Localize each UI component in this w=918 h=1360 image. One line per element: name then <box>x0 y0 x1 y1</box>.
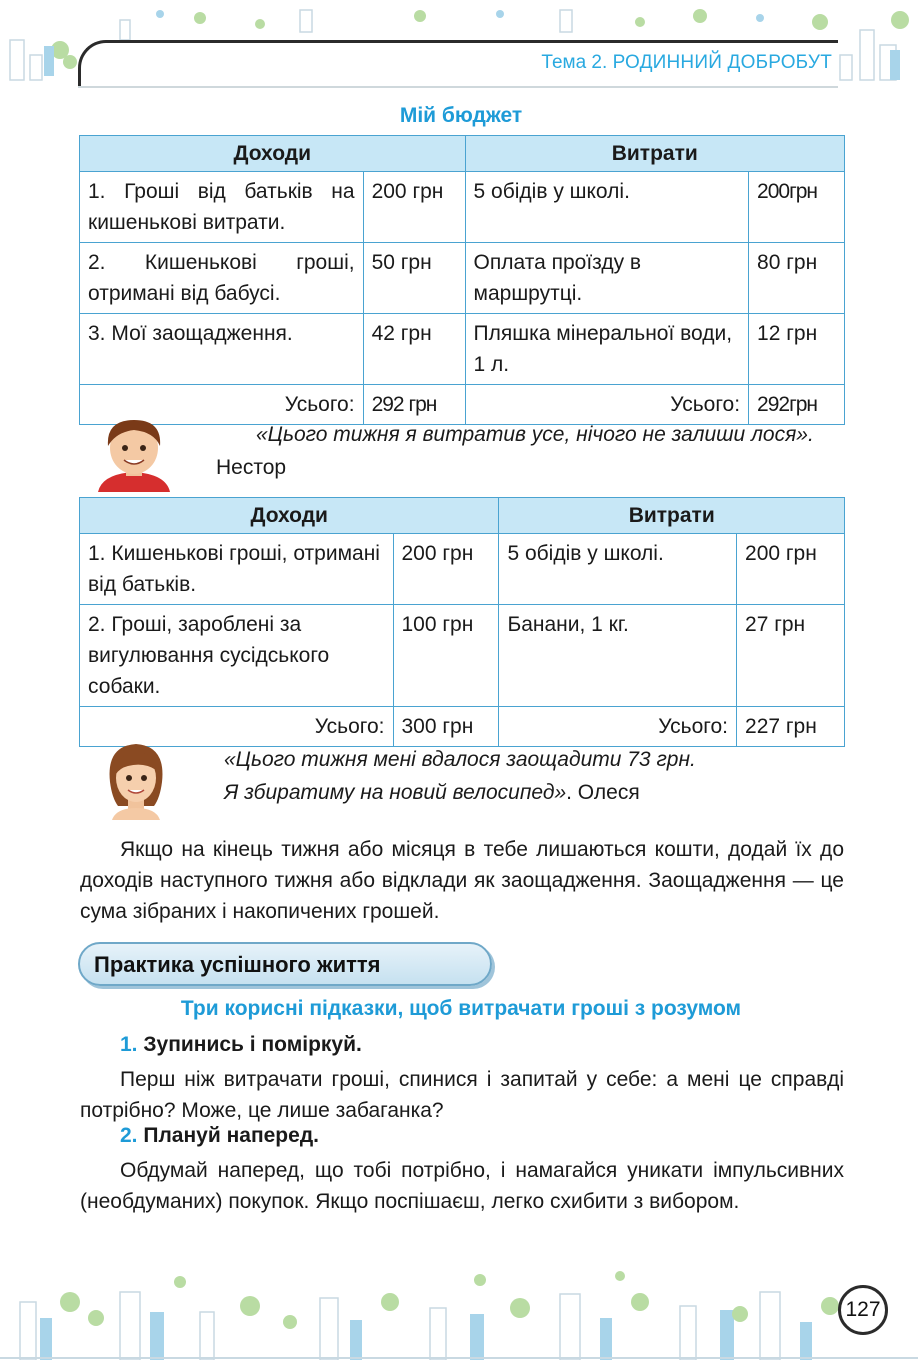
expense-amount-cell: 12 грн <box>749 314 845 385</box>
total-label: Усього: <box>465 385 749 425</box>
expense-cell: Банани, 1 кг. <box>499 605 737 707</box>
girl-avatar <box>98 736 174 820</box>
tip-text: Обдумай наперед, що тобі потрібно, і намагайся уникати імпульсивних (необдуманих) покупок. Якщо поспішаєш, легко схибити з вибором. <box>80 1159 844 1213</box>
table-row <box>80 314 845 385</box>
income-amount-cell: 50 грн <box>363 243 465 314</box>
table-row <box>80 172 845 243</box>
tip-heading <box>120 1033 362 1057</box>
olesia-quote-author: . Олеся <box>566 781 640 804</box>
total-label: Усього: <box>80 707 394 747</box>
income-cell: 1. Кишенькові гроші, отримані від батьків. <box>80 534 394 605</box>
city-decoration-bottom <box>0 1262 918 1360</box>
boy-avatar <box>88 412 180 492</box>
total-label: Усього: <box>499 707 737 747</box>
table-header-row <box>80 498 845 534</box>
topic-title: РОДИННИЙ ДОБРОБУТ <box>612 52 832 73</box>
expense-amount-cell: 200грн <box>749 172 845 243</box>
nestor-quote-text: «Цього тижня я витратив усе, нічого не залиши лося». <box>256 423 814 446</box>
income-amount-cell: 200 грн <box>393 534 499 605</box>
income-amount-cell: 100 грн <box>393 605 499 707</box>
practice-title: Практика успішного життя <box>94 952 381 977</box>
table-total-row <box>80 707 845 747</box>
income-header: Доходи <box>80 498 499 534</box>
total-income-value: 292 грн <box>363 385 465 425</box>
practice-banner <box>78 942 492 986</box>
olesia-quote-line2: Я збиратиму на новий велосипед» <box>224 781 567 804</box>
budget-table-olesia <box>79 497 845 747</box>
tip-number: 1. <box>120 1033 138 1056</box>
topic-heading <box>541 52 832 74</box>
total-label: Усього: <box>80 385 364 425</box>
table-row <box>80 605 845 707</box>
income-cell: 1. Гроші від батьків на кишенькові витрати. <box>80 172 364 243</box>
table-header-row <box>80 136 845 172</box>
income-amount-cell: 200 грн <box>363 172 465 243</box>
tips-title: Три корисні підказки, щоб витрачати гроші з розумом <box>180 997 742 1020</box>
tip-heading <box>120 1124 319 1148</box>
expense-cell: 5 обідів у школі. <box>499 534 737 605</box>
nestor-quote-author: Нестор <box>216 456 287 479</box>
income-cell: 2. Гроші, зароблені за вигулювання сусідського собаки. <box>80 605 394 707</box>
income-header: Доходи <box>80 136 466 172</box>
expense-header: Витрати <box>499 498 845 534</box>
expense-header: Витрати <box>465 136 844 172</box>
total-expense-value: 292грн <box>749 385 845 425</box>
tip-text: Перш ніж витрачати гроші, спинися і запитай у себе: а мені це справді потрібно? Може, це лише забаганка? <box>80 1068 844 1122</box>
table-row <box>80 243 845 314</box>
expense-cell: Пляшка мінеральної води, 1 л. <box>465 314 749 385</box>
budget-table-nestor <box>79 135 845 425</box>
page-number: 127 <box>838 1285 888 1335</box>
income-cell: 2. Кишенькові гроші, отримані від бабусі. <box>80 243 364 314</box>
expense-amount-cell: 200 грн <box>737 534 845 605</box>
total-income-value: 300 грн <box>393 707 499 747</box>
tip-title: Плануй наперед. <box>143 1124 319 1147</box>
olesia-quote <box>224 743 844 809</box>
expense-cell: Оплата проїзду в маршрутці. <box>465 243 749 314</box>
income-cell: 3. Мої заощадження. <box>80 314 364 385</box>
expense-amount-cell: 80 грн <box>749 243 845 314</box>
budget-title: Мій бюджет <box>399 104 523 127</box>
olesia-quote-line1: «Цього тижня мені вдалося заощадити 73 грн. <box>224 748 696 771</box>
expense-amount-cell: 27 грн <box>737 605 845 707</box>
tip-number: 2. <box>120 1124 138 1147</box>
expense-cell: 5 обідів у школі. <box>465 172 749 243</box>
tip-title: Зупинись і поміркуй. <box>143 1033 362 1056</box>
savings-paragraph: Якщо на кінець тижня або місяця в тебе лишаються кошти, додай їх до доходів наступного тижня або відклади як заощадження. Заощадження — це сума зібраних і накопичених грошей. <box>80 838 844 923</box>
table-row <box>80 534 845 605</box>
total-expense-value: 227 грн <box>737 707 845 747</box>
income-amount-cell: 42 грн <box>363 314 465 385</box>
topic-prefix: Тема 2. <box>541 52 608 73</box>
header-divider <box>78 86 838 88</box>
nestor-quote <box>216 418 836 484</box>
